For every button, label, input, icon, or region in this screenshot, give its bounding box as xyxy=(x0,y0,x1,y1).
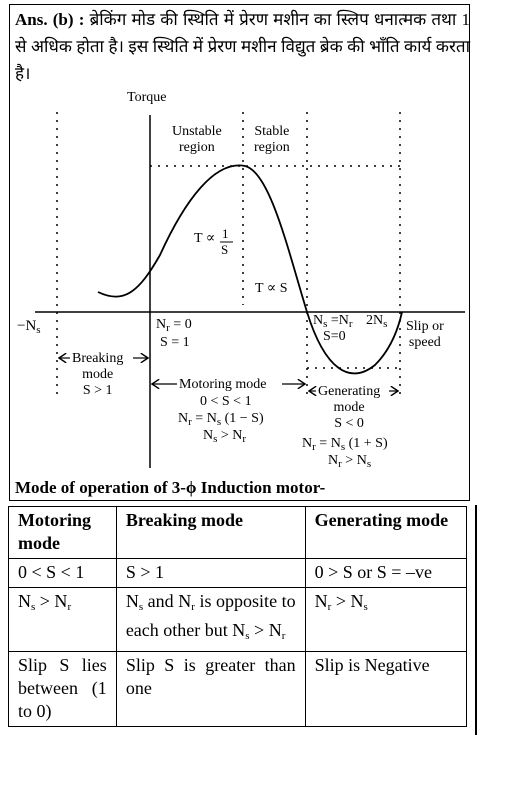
breaking-mode-label: Breaking mode S > 1 xyxy=(72,351,124,398)
fraction-numerator: 1 xyxy=(222,226,229,241)
s-one-label: S = 1 xyxy=(160,335,190,350)
table-row xyxy=(9,559,467,588)
answer-prefix: Ans. (b) : xyxy=(15,10,85,29)
generating-eq-1: $N_r = N_s$ (1 + S) xyxy=(302,436,388,453)
table-cell: $N_s$ and $N_r$ is opposite to each other but $N_s > N_r$ xyxy=(116,588,305,652)
table-header-cell: Breaking mode xyxy=(116,507,305,559)
generating-mode-label: Generating mode S < 0 xyxy=(318,384,381,431)
fraction-denominator: S xyxy=(221,242,229,257)
nr-zero-label: $N_r = 0$ xyxy=(156,317,192,334)
neg-ns-label: $-N_s$ xyxy=(17,318,41,336)
two-ns-label: $2N_s$ xyxy=(366,313,388,330)
slip-or-speed-label: Slip or speed xyxy=(406,319,444,350)
motoring-eq-1: $N_r = N_s$ (1 − S) xyxy=(178,411,264,428)
ns-nr-label: $N_s =N_r$ xyxy=(313,313,353,330)
table-row xyxy=(9,652,467,727)
table-header-row xyxy=(9,507,467,559)
unstable-region-label: Unstable region xyxy=(172,124,222,155)
t-prop-s-label: T ∝ S xyxy=(255,281,288,296)
table-cell: S > 1 xyxy=(116,559,305,588)
motoring-mode-label: Motoring mode xyxy=(179,377,267,392)
generating-eq-2: $N_r > N_s$ xyxy=(328,453,372,470)
motoring-eq-2: $N_s > N_r$ xyxy=(203,428,247,445)
table-header-cell: Motoring mode xyxy=(9,507,117,559)
s-zero-label: S=0 xyxy=(323,329,346,344)
table-cell: $N_r > N_s$ xyxy=(305,588,466,652)
torque-slip-curve xyxy=(98,165,402,373)
table-cell: Slip is Negative xyxy=(305,652,466,727)
table-cell: $N_s > N_r$ xyxy=(9,588,117,652)
table-header-cell: Generating mode xyxy=(305,507,466,559)
stable-region-label: Stable region xyxy=(254,124,290,155)
motoring-slip-range: 0 < S < 1 xyxy=(200,394,252,409)
table-cell: Slip S lies between (1 to 0) xyxy=(9,652,117,727)
t-inverse-s-label: T ∝ xyxy=(194,231,216,246)
answer-body: ब्रेकिंग मोड की स्थिति में प्रेरण मशीन का स्लिप धनात्मक तथा 1 से अधिक होता है। इस स्थिति में प्रेरण मशीन विद्युत ब्रेक की भाँति कार्य करता है। xyxy=(15,10,470,83)
table-cell: 0 < S < 1 xyxy=(9,559,117,588)
page-divider xyxy=(475,505,477,735)
table-cell: 0 > S or S = –ve xyxy=(305,559,466,588)
table-row xyxy=(9,588,467,652)
torque-label: Torque xyxy=(127,90,167,105)
modes-table xyxy=(8,506,467,727)
figure-caption: Mode of operation of 3-ϕ Induction motor- xyxy=(15,478,326,497)
table-cell: Slip S is greater than one xyxy=(116,652,305,727)
